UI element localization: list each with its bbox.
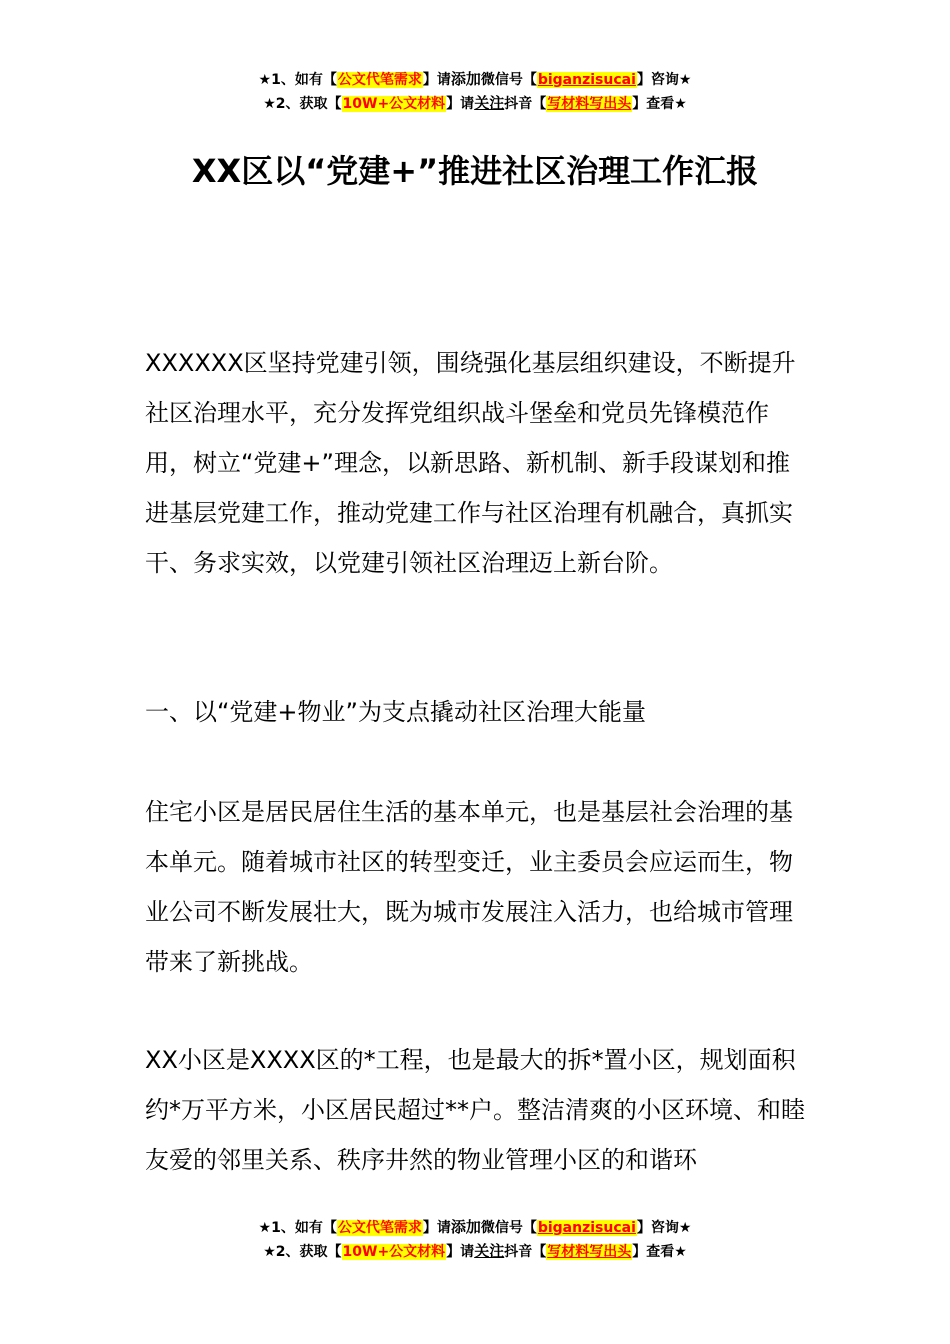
paragraph-text: XX小区是XXXX区的*工程，也是最大的拆*置小区，规划面积约*万平方米，小区居民超过**户。整洁清爽的小区环境、和睦友爱的邻里关系、秩序井然的物业管理小区的和谐环	[145, 1046, 805, 1174]
banner-emphasis: 添加	[450, 70, 481, 88]
banner-text: 微信号【	[480, 72, 537, 88]
banner-text: 】查看★	[632, 96, 687, 112]
banner-text: 】请	[422, 1220, 451, 1236]
banner-emphasis: 关注	[474, 94, 505, 112]
footer-banner	[0, 1216, 950, 1264]
highlight-materials: 10W+公文材料	[342, 96, 446, 112]
banner-emphasis: 添加	[450, 1218, 481, 1236]
banner-text: ★1、如有【	[258, 72, 337, 88]
banner-text: 抖音【	[504, 1244, 547, 1260]
banner-line-1	[0, 1216, 950, 1240]
highlight-materials: 10W+公文材料	[342, 1244, 446, 1260]
highlight-writing-service: 公文代笔需求	[337, 1220, 422, 1236]
banner-text: 抖音【	[504, 96, 547, 112]
highlight-douyin-account: 写材料写出头	[547, 96, 632, 112]
banner-text: ★2、获取【	[263, 1244, 342, 1260]
highlight-douyin-account: 写材料写出头	[547, 1244, 632, 1260]
banner-line-1	[0, 68, 950, 92]
section-paragraph	[145, 1035, 810, 1185]
banner-text: 】请	[422, 72, 451, 88]
paragraph-text: XXXXXX区坚持党建引领，围绕强化基层组织建设，不断提升社区治理水平，充分发挥党组织战斗堡垒和党员先锋模范作用，树立“党建+”理念，以新思路、新机制、新手段谋划和推进基层党建工作，推动党建工作与社区治理有机融合，真抓实干、务求实效，以党建引领社区治理迈上新台阶。	[145, 349, 796, 577]
intro-paragraph	[145, 338, 810, 588]
header-banner	[0, 68, 950, 116]
highlight-wechat-id: biganzisucai	[537, 72, 636, 88]
section-heading	[145, 687, 810, 737]
paragraph-text: 住宅小区是居民居住生活的基本单元，也是基层社会治理的基本单元。随着城市社区的转型变迁，业主委员会应运而生，物业公司不断发展壮大，既为城市发展注入活力，也给城市管理带来了新挑战。	[145, 798, 793, 976]
banner-text: ★2、获取【	[263, 96, 342, 112]
banner-text: 】咨询★	[636, 1220, 692, 1236]
banner-line-2	[0, 92, 950, 116]
section-paragraph	[145, 787, 810, 987]
document-title: XX区以“党建+”推进社区治理工作汇报	[191, 152, 759, 190]
banner-text: 】查看★	[632, 1244, 687, 1260]
banner-text: 】咨询★	[636, 72, 692, 88]
banner-text: 微信号【	[480, 1220, 537, 1236]
banner-line-2	[0, 1240, 950, 1264]
banner-text: 】请	[446, 1244, 475, 1260]
banner-text: ★1、如有【	[258, 1220, 337, 1236]
banner-emphasis: 关注	[474, 1242, 505, 1260]
banner-text: 】请	[446, 96, 475, 112]
highlight-wechat-id: biganzisucai	[537, 1220, 636, 1236]
heading-text: 一、以“党建+物业”为支点撬动社区治理大能量	[145, 698, 646, 726]
highlight-writing-service: 公文代笔需求	[337, 72, 422, 88]
